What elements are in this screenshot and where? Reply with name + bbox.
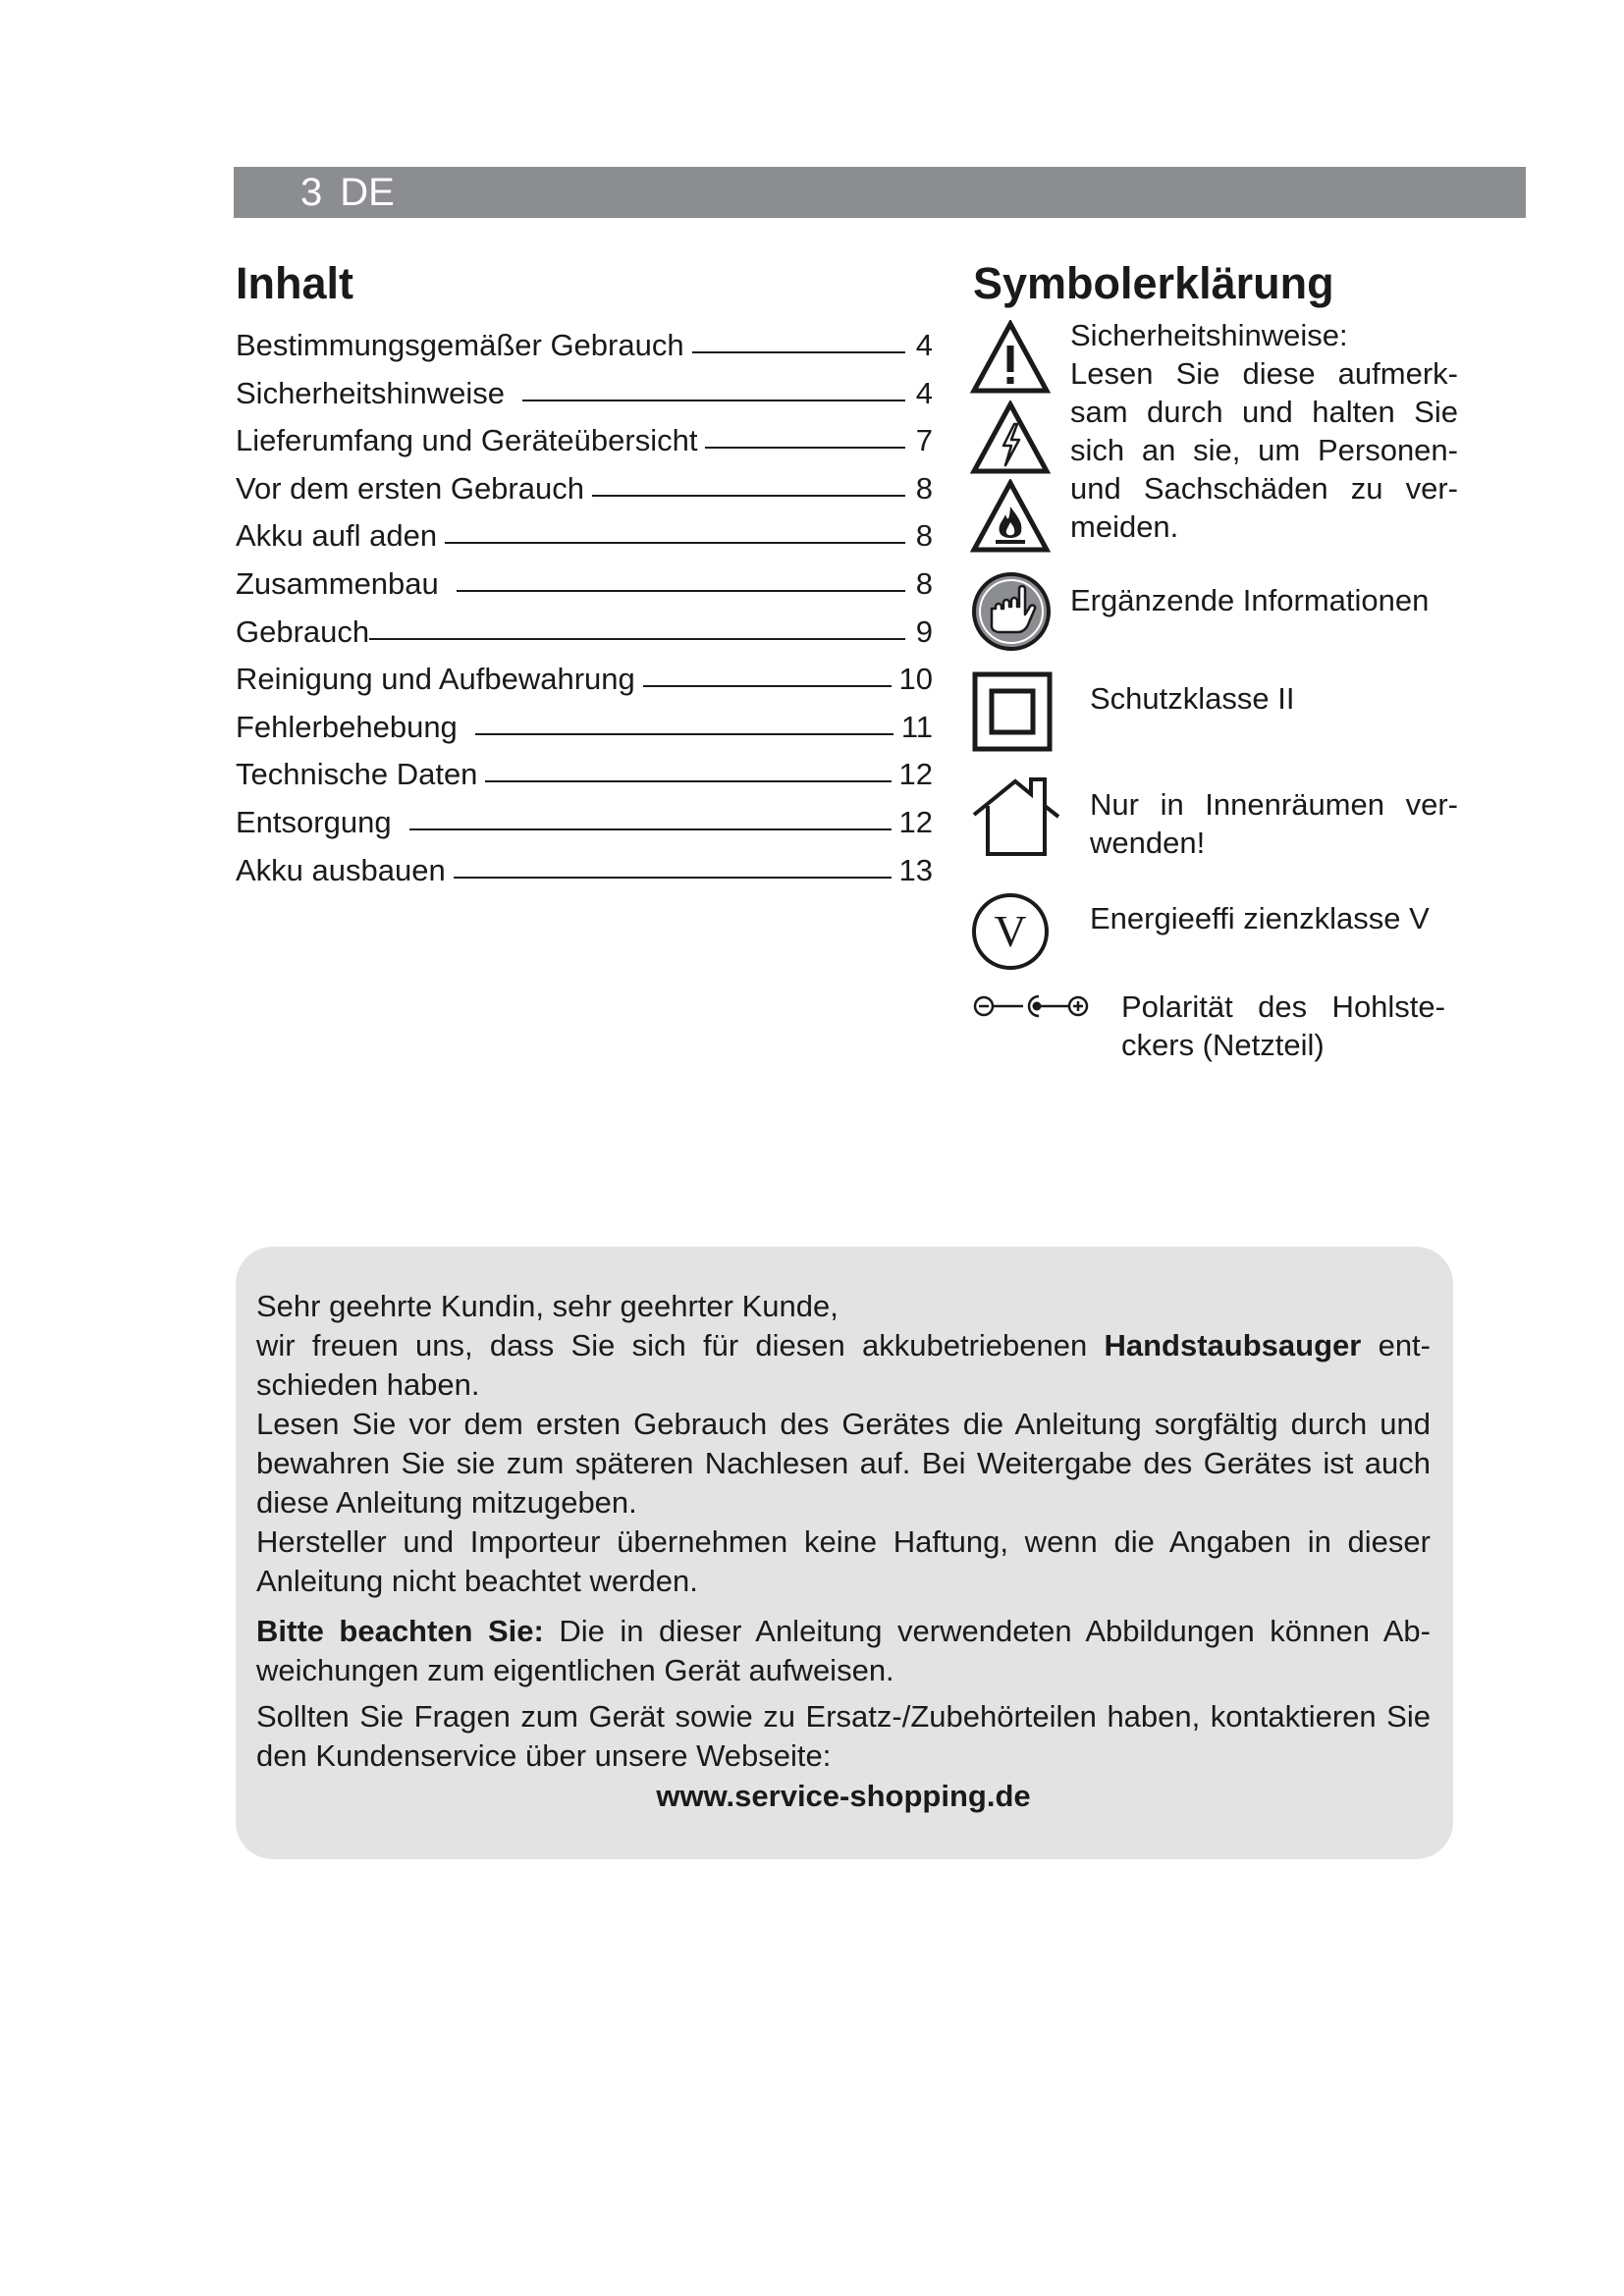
toc-item[interactable]: [236, 512, 933, 561]
toc-title: Inhalt: [236, 258, 353, 308]
page-header-bar: [234, 167, 1526, 218]
toc-leader-line: [445, 542, 905, 544]
polarity-text: Polarität des Hohlsteckers (Netzteil): [1121, 989, 1445, 1062]
paragraph-2-text: Lesen Sie vor dem ersten Gebrauch des Gerätes die Anleitung sorgfältig durch und bewahren Sie sie zum späteren Nachlesen auf. Bei Weitergabe des Gerätes ist auch diese Anleitung mitzugeben.: [256, 1407, 1431, 1520]
paragraph-5-text: Sollten Sie Fragen zum Gerät sowie zu Ersatz-/Zubehörteilen haben, kontaktieren Sie den Kundenservice über unsere Webseite:: [256, 1699, 1431, 1773]
toc-leader-line: [369, 638, 905, 640]
toc-item-page: 10: [898, 662, 933, 697]
customer-note-greeting: [256, 1287, 1431, 1326]
toc-item[interactable]: [236, 465, 933, 513]
toc-item-page: 13: [898, 852, 933, 887]
toc-leader-line: [705, 447, 905, 449]
toc-leader-line: [592, 495, 905, 497]
toc-item[interactable]: [236, 656, 933, 704]
electric-shock-warning-icon: [970, 400, 1051, 475]
page-number: 3: [300, 171, 323, 214]
paragraph-3-text: Hersteller und Importeur übernehmen keine Haftung, wenn die Angaben in dieser Anleitung nicht beachtet werden.: [256, 1524, 1431, 1598]
toc-item-page: 8: [915, 470, 933, 506]
toc-item-page: 12: [898, 757, 933, 792]
toc-leader-line: [643, 685, 892, 687]
toc-item[interactable]: [236, 322, 933, 370]
paragraph-4-text: Die in dieser Anleitung verwendeten Abbildungen können Abweichungen zum eigentlichen Gerät aufweisen.: [256, 1614, 1431, 1687]
toc-item-page: 8: [915, 565, 933, 601]
toc-item[interactable]: [236, 847, 933, 895]
toc-item[interactable]: [236, 417, 933, 465]
toc-item-label: Akku ausbauen: [236, 852, 446, 887]
toc-item-page: 8: [915, 518, 933, 554]
toc-item-label: Vor dem ersten Gebrauch: [236, 470, 584, 506]
toc-item-label: Zusammenbau: [236, 565, 439, 601]
toc-item-page: 4: [915, 328, 933, 362]
toc-leader-line: [692, 351, 905, 353]
toc-leader-line: [485, 780, 891, 782]
energy-class-symbol: V: [994, 906, 1027, 956]
toc-leader-line: [409, 828, 892, 830]
customer-note-paragraph-2: [256, 1405, 1431, 1522]
customer-note-paragraph-3: [256, 1522, 1431, 1601]
customer-note-paragraph-1: [256, 1326, 1431, 1405]
toc-item-page: 11: [900, 709, 933, 744]
toc-item-label: Sicherheitshinweise: [236, 375, 505, 410]
warning-triangle-icon: [970, 320, 1051, 395]
toc-leader-line: [522, 400, 905, 401]
service-website-link[interactable]: www.service-shopping.de: [656, 1779, 1031, 1813]
energy-class-text: Energieeffi zienzklasse V: [1090, 901, 1430, 935]
protection-class-2-icon: [972, 671, 1053, 752]
toc-item[interactable]: [236, 751, 933, 799]
toc-item-page: 12: [898, 804, 933, 839]
toc-item[interactable]: [236, 799, 933, 847]
toc-item-label: Fehlerbehebung: [236, 709, 458, 744]
toc-item-label: Reinigung und Aufbewahrung: [236, 662, 635, 697]
additional-info-text: Ergänzende Informationen: [1070, 583, 1430, 617]
toc-leader-line: [454, 877, 892, 879]
customer-note-paragraph-5: [256, 1697, 1431, 1776]
safety-notice-text: Lesen Sie diese aufmerksam durch und halten Sie sich an sie, um Personen- und Sachschäden zu vermeiden.: [1070, 356, 1458, 544]
toc-item-label: Akku aufl aden: [236, 518, 438, 554]
product-name: Handstaubsauger: [1104, 1328, 1362, 1362]
toc-item-label: Bestimmungsgemäßer Gebrauch: [236, 328, 684, 362]
indoor-use-text: Nur in Innenräumen verwenden!: [1090, 787, 1458, 860]
toc-item-label: Entsorgung: [236, 804, 392, 839]
indoor-use-house-icon: [970, 775, 1064, 858]
toc-item-label: Gebrauch: [236, 614, 370, 649]
toc-leader-line: [457, 590, 905, 592]
fire-hazard-warning-icon: [970, 479, 1051, 554]
polarity-symbol-icon: [972, 991, 1110, 1021]
toc-item[interactable]: [236, 704, 933, 752]
paragraph-1-text: wir freuen uns, dass Sie sich für diesen akkubetriebenen: [256, 1328, 1105, 1362]
safety-notice-heading: Sicherheitshinweise:: [1070, 318, 1348, 352]
toc-leader-line: [475, 733, 893, 735]
table-of-contents: [236, 322, 933, 894]
please-note-label: Bitte beachten Sie:: [256, 1614, 544, 1648]
protection-class-text: Schutzklasse II: [1090, 681, 1295, 716]
info-hand-icon: [970, 571, 1053, 652]
toc-item[interactable]: [236, 370, 933, 418]
toc-item-page: 7: [915, 423, 933, 458]
customer-note-paragraph-4: [256, 1612, 1431, 1690]
toc-item-page: 4: [915, 375, 933, 410]
toc-item[interactable]: [236, 609, 933, 657]
toc-item-label: Technische Daten: [236, 757, 478, 792]
energy-class-v-icon: [970, 891, 1051, 972]
language-code: DE: [340, 171, 395, 214]
symbols-title: Symbolerklärung: [973, 258, 1334, 308]
toc-item-page: 9: [915, 614, 933, 649]
paragraph-1-text-end: entschieden haben.: [256, 1328, 1431, 1402]
toc-item[interactable]: [236, 561, 933, 609]
toc-item-label: Lieferumfang und Geräteübersicht: [236, 423, 698, 458]
greeting-text: Sehr geehrte Kundin, sehr geehrter Kunde,: [256, 1289, 839, 1323]
